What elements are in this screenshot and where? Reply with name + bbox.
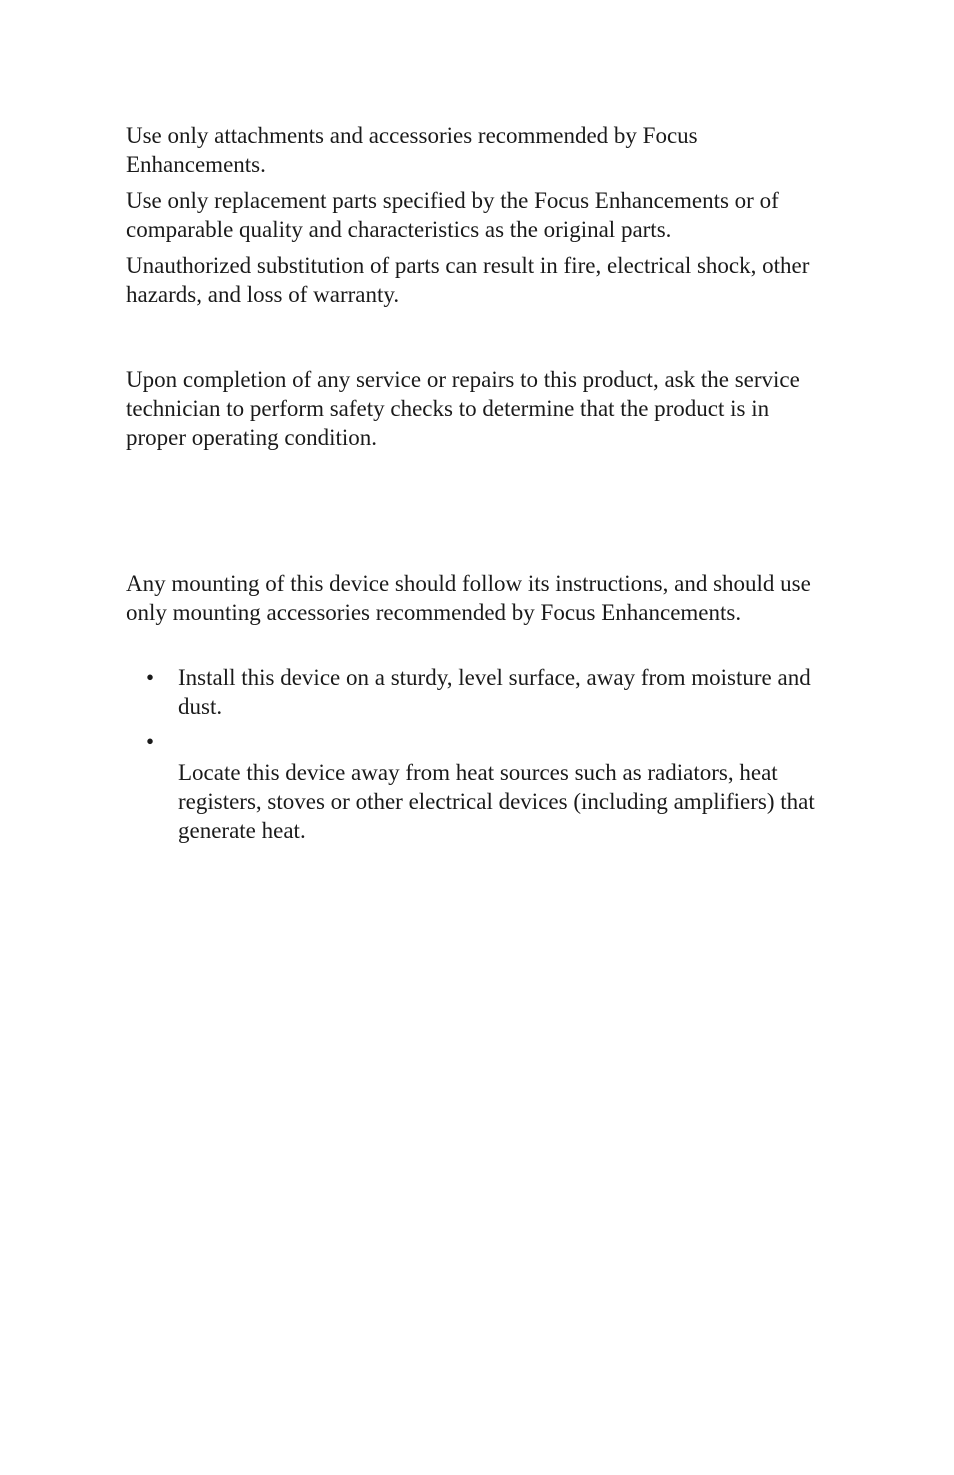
bullet-text-install: Install this device on a sturdy, level surface, away from moisture and dust. [178, 665, 811, 719]
bullet-dot: • [146, 729, 155, 754]
paragraph-service-checks: Upon completion of any service or repairs to this product, ask the service technician to perform safety checks to determine that the product is in proper operating condition. [126, 367, 800, 450]
bullet-text-heat-sources: Locate this device away from heat sources such as radiators, heat registers, stoves or other electrical devices (including amplifiers) that generate heat. [178, 760, 815, 843]
paragraph-attachments: Use only attachments and accessories recommended by Focus Enhancements. [126, 123, 698, 177]
bullet-dot: • [146, 665, 155, 690]
paragraph-unauthorized-substitution: Unauthorized substitution of parts can result in fire, electrical shock, other hazards, and loss of warranty. [126, 253, 810, 307]
paragraph-replacement-parts: Use only replacement parts specified by the Focus Enhancements or of comparable quality and characteristics as the original parts. [126, 188, 779, 242]
paragraph-mounting: Any mounting of this device should follow its instructions, and should use only mounting accessories recommended by Focus Enhancements. [126, 571, 811, 625]
